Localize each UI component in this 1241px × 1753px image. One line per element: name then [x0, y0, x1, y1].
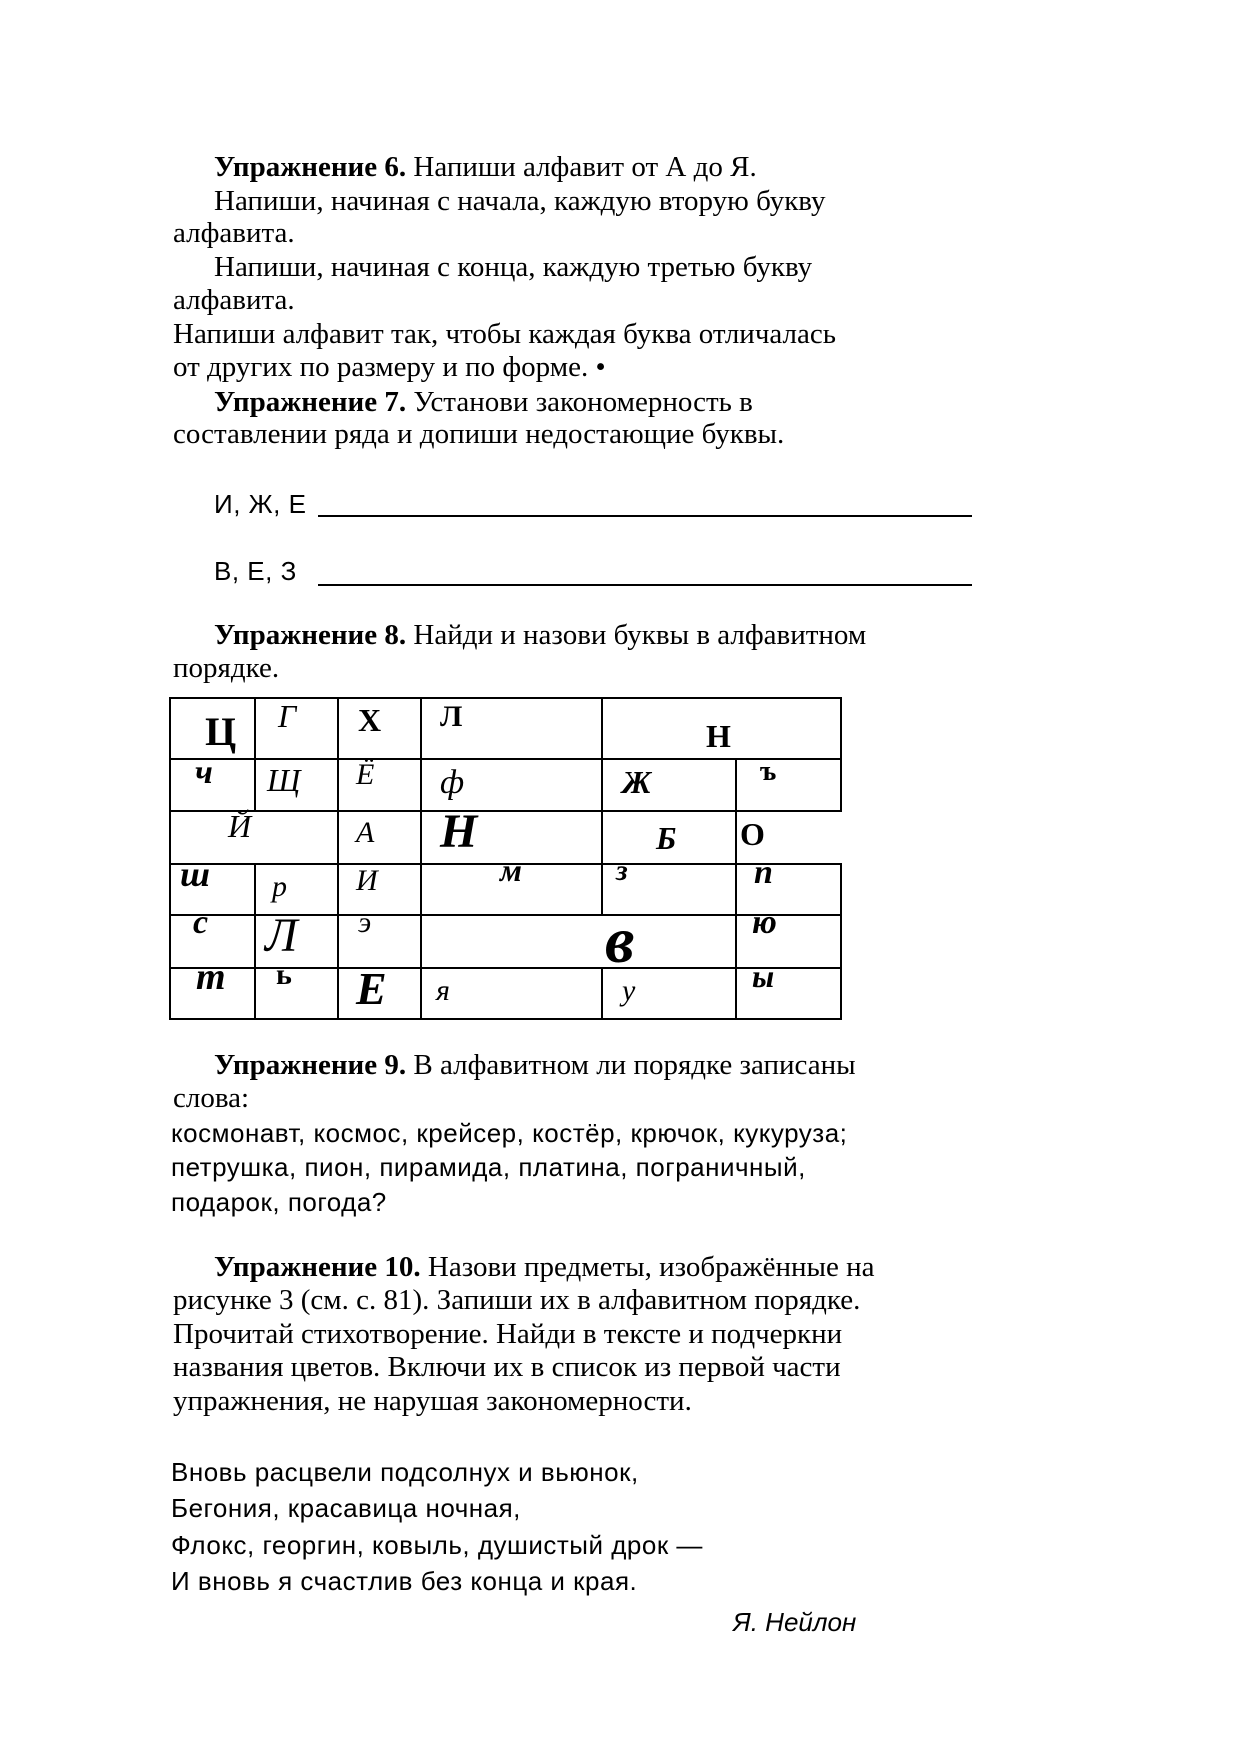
grid-letter: Н	[440, 805, 478, 858]
ex9-words-3: подарок, погода?	[171, 1187, 387, 1217]
ex8-line1	[214, 618, 866, 652]
grid-letter: п	[754, 854, 773, 891]
ex6-line3: алфавита.	[173, 217, 295, 249]
grid-letter: ш	[180, 854, 210, 894]
grid-letter: Ё	[356, 758, 375, 791]
ex10-line1	[214, 1250, 874, 1284]
ex10-line3: Прочитай стихотворение. Найди в тексте и подчеркни	[173, 1318, 843, 1350]
ex6-line1	[214, 150, 757, 184]
ex9-line1	[214, 1048, 856, 1082]
grid-letter: О	[740, 816, 765, 852]
answer-line-2[interactable]	[318, 584, 972, 586]
grid-letter: ч	[195, 754, 213, 791]
poem-line-3: Флокс, георгин, ковыль, душистый дрок —	[171, 1530, 703, 1560]
grid-letter: И	[356, 864, 378, 897]
grid-letter: Л	[440, 700, 463, 733]
grid-cell	[420, 914, 737, 969]
grid-letter: Щ	[267, 762, 301, 798]
grid-letter: ю	[752, 904, 777, 941]
grid-letter: ф	[440, 764, 465, 801]
poem-line-2: Бегония, красавица ночная,	[171, 1493, 521, 1523]
ex8-line2: порядке.	[173, 652, 280, 684]
ex9-text: В алфавитном ли порядке записаны	[406, 1049, 856, 1081]
ex6-line4: Напиши, начиная с конца, каждую третью букву	[214, 251, 813, 283]
ex7-title: Упражнение 7.	[214, 386, 407, 418]
ex6-text: Напиши алфавит от А до Я.	[406, 151, 757, 183]
grid-cell	[337, 863, 422, 916]
grid-letter: Ц	[205, 709, 237, 754]
grid-letter: Ж	[622, 764, 652, 800]
ex10-text: Назови предметы, изображённые на	[420, 1251, 875, 1283]
grid-letter: Б	[656, 820, 677, 856]
ex6-line5: алфавита.	[173, 284, 295, 316]
ex6-line7: от других по размеру и по форме. •	[173, 351, 606, 383]
grid-letter: Е	[356, 963, 387, 1014]
ex8-text: Найди и назови буквы в алфавитном	[406, 619, 867, 651]
ex10-line2: рисунке 3 (см. с. 81). Запиши их в алфавитном порядке.	[173, 1284, 861, 1316]
grid-letter: я	[436, 974, 450, 1007]
ex10-line5: упражнения, не нарушая закономерности.	[173, 1385, 692, 1417]
grid-letter: в	[605, 904, 635, 977]
answer-line-1[interactable]	[318, 515, 972, 517]
grid-letter: А	[356, 816, 375, 849]
ex9-title: Упражнение 9.	[214, 1049, 407, 1081]
grid-letter: э	[358, 906, 372, 939]
grid-cell	[735, 758, 842, 812]
grid-letter: р	[272, 870, 287, 903]
ex9-words-2: петрушка, пион, пирамида, платина, пограничный,	[171, 1152, 806, 1182]
ex7-sequence-2: В, Е, З	[214, 556, 297, 586]
poem-line-4: И вновь я счастлив без конца и края.	[171, 1566, 638, 1596]
grid-cell	[337, 758, 422, 812]
grid-cell	[254, 967, 339, 1020]
ex7-sequence-1: И, Ж, Е	[214, 489, 307, 519]
ex8-title: Упражнение 8.	[214, 619, 407, 651]
grid-cell	[254, 697, 339, 760]
grid-letter: ы	[752, 958, 775, 994]
grid-cell	[337, 810, 422, 865]
poem-author: Я. Нейлон	[733, 1607, 857, 1637]
grid-letter: Н	[706, 718, 731, 754]
ex6-line6: Напиши алфавит так, чтобы каждая буква отличалась	[173, 318, 836, 350]
poem-line-1: Вновь расцвели подсолнух и вьюнок,	[171, 1457, 639, 1487]
ex6-line2: Напиши, начиная с начала, каждую вторую букву	[214, 185, 826, 217]
ex6-title: Упражнение 6.	[214, 151, 407, 183]
grid-letter: ъ	[760, 756, 777, 787]
ex7-line2: составлении ряда и допиши недостающие буквы.	[173, 418, 785, 450]
ex9-line2: слова:	[173, 1082, 250, 1114]
ex7-line1	[214, 385, 753, 419]
grid-letter: Г	[278, 698, 297, 734]
ex10-title: Упражнение 10.	[214, 1251, 421, 1283]
grid-letter: Х	[358, 702, 382, 738]
ex10-line4: названия цветов. Включи их в список из первой части	[173, 1351, 841, 1383]
grid-letter: ь	[276, 958, 292, 991]
grid-letter: Й	[228, 808, 252, 844]
grid-letter: м	[500, 852, 522, 888]
grid-letter: с	[193, 904, 209, 941]
grid-letter: у	[622, 974, 636, 1007]
grid-letter: т	[196, 956, 226, 998]
ex9-words-1: космонавт, космос, крейсер, костёр, крючок, кукуруза;	[171, 1118, 848, 1148]
grid-cell	[337, 914, 422, 969]
grid-letter: з	[616, 854, 628, 887]
ex7-text: Установи закономерность в	[406, 386, 753, 418]
grid-letter: Л	[265, 909, 298, 962]
